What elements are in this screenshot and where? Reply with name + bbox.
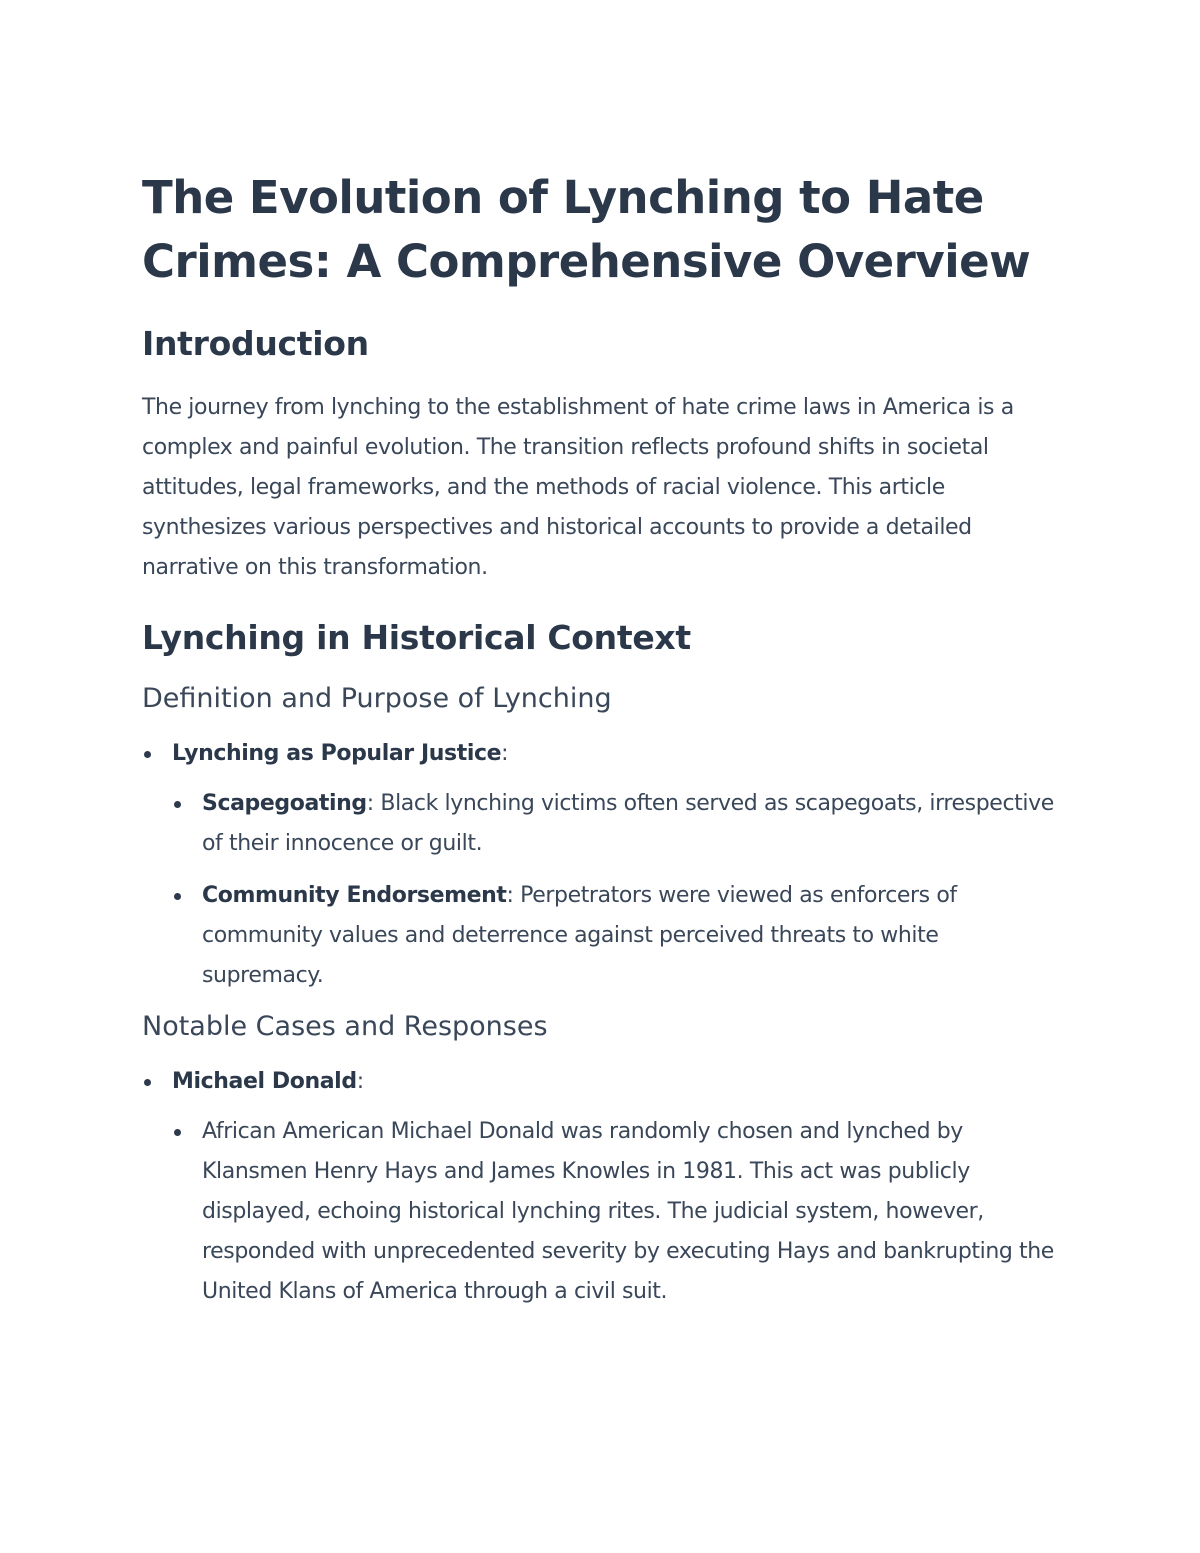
definition-list [142,734,1062,996]
definition-heading: Definition and Purpose of Lynching [142,683,612,714]
bullet-icon [144,1079,151,1086]
document-title: The Evolution of Lynching to Hate Crimes: A Comprehensive Overview [142,171,1031,288]
notable-cases-heading: Notable Cases and Responses [142,1011,548,1042]
list-item-label: Lynching as Popular Justice [172,741,502,766]
document-page [142,166,1062,1324]
list-item-suffix: : [356,1069,364,1094]
list-item-label: Michael Donald [172,1069,357,1094]
list-item-popular-justice [142,734,1062,996]
historical-context-heading: Lynching in Historical Context [142,618,691,657]
sublist-item-community-endorsement [172,876,1062,996]
notable-cases-list [142,1062,1062,1312]
sublist-item-michael-donald-case [172,1112,1062,1312]
introduction-paragraph: The journey from lynching to the establishment of hate crime laws in America is a complex and painful evolution. The transition reflects profound shifts in societal attitudes, legal frameworks, and the methods of racial violence. This article synthesizes various perspectives and historical accounts to provide a detailed narrative on this transformation. [142,395,1014,580]
sublist-item-label: Community Endorsement [202,883,507,908]
bullet-icon [174,1129,181,1136]
sublist-item-label: Scapegoating [202,791,367,816]
introduction-heading: Introduction [142,324,369,363]
sublist-item-text: African American Michael Donald was randomly chosen and lynched by Klansmen Henry Hays and James Knowles in 1981. This act was publicly displayed, echoing historical lynching rites. The judicial system, however, responded with unprecedented severity by executing Hays and bankrupting the United Klans of America through a civil suit. [202,1119,1054,1304]
bullet-icon [144,751,151,758]
notable-cases-sublist [172,1112,1062,1312]
list-item-suffix: : [501,741,509,766]
sublist-item-scapegoating [172,784,1062,864]
sublist-item-text: : Perpetrators were viewed as enforcers of community values and deterrence against perceived threats to white supremacy. [202,883,957,988]
sublist-item-text: : Black lynching victims often served as scapegoats, irrespective of their innocence or guilt. [202,791,1054,856]
list-item-michael-donald [142,1062,1062,1312]
bullet-icon [174,893,181,900]
definition-sublist [172,784,1062,996]
bullet-icon [174,801,181,808]
